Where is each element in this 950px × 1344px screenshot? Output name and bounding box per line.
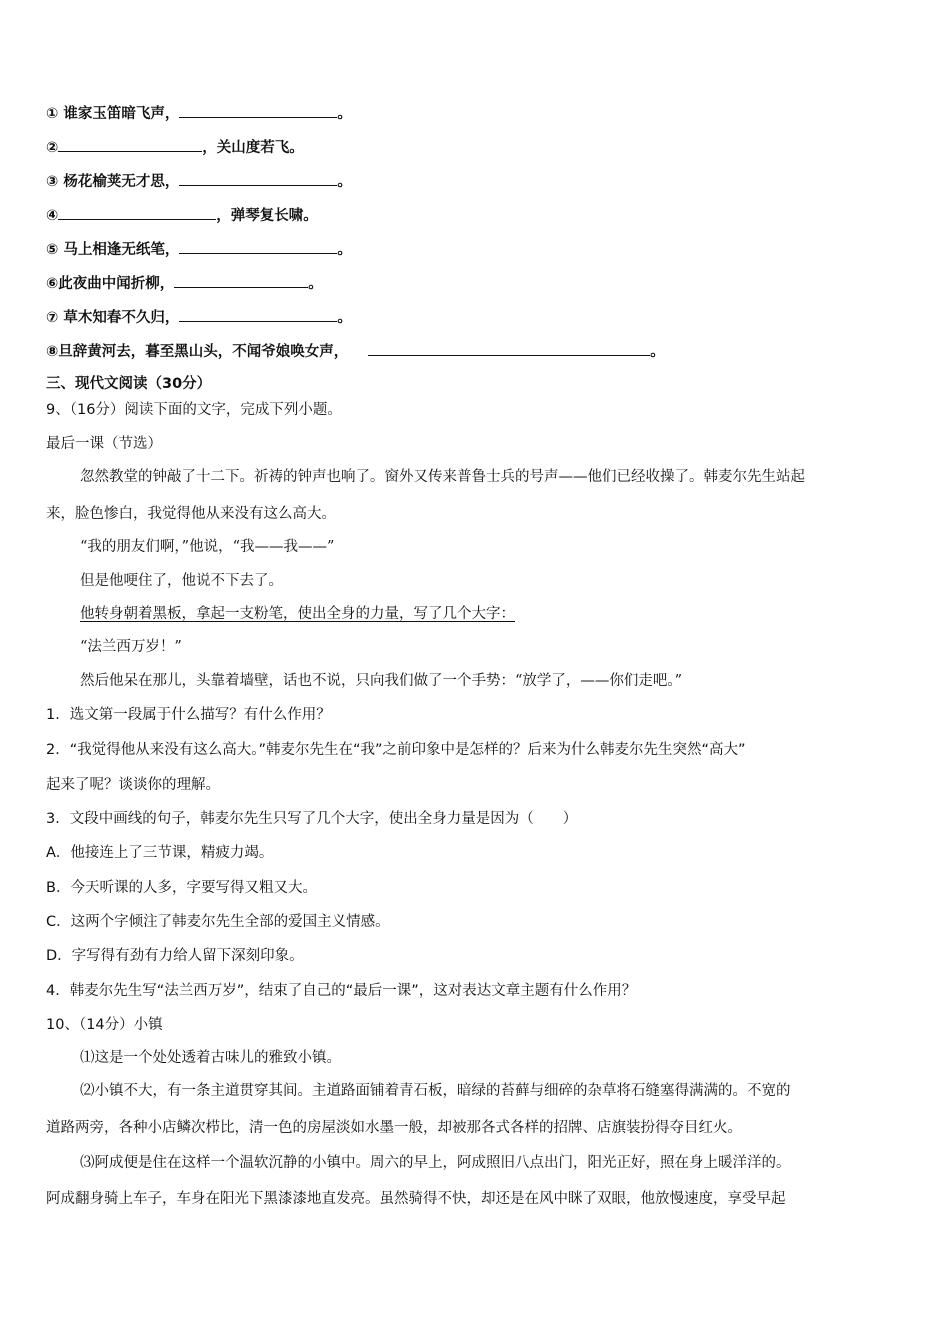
passage-paragraph: 然后他呆在那儿，头靠着墙壁，话也不说，只向我们做了一个手势：“放学了，——你们走吧。” <box>80 673 683 689</box>
option-b: B．今天听课的人多，字要写得又粗又大。 <box>46 880 317 896</box>
poem-line-3 <box>46 170 352 192</box>
answer-blank[interactable] <box>179 238 337 254</box>
answer-blank[interactable] <box>179 102 337 118</box>
poem-number: ③ <box>46 174 59 190</box>
poem-line-5 <box>46 238 352 260</box>
passage-paragraph: ⑶阿成便是住在这样一个温软沉静的小镇中。周六的早上，阿成照旧八点出门，阳光正好，照在身上暖洋洋的。 <box>80 1155 791 1171</box>
poem-line-1 <box>46 102 352 124</box>
answer-blank[interactable] <box>174 272 308 288</box>
poem-text: 。 <box>337 174 352 190</box>
poem-number: ⑦ <box>46 310 59 326</box>
option-a: A．他接连上了三节课，精疲力竭。 <box>46 845 274 861</box>
passage-paragraph-cont: 道路两旁，各种小店鳞次栉比，清一色的房屋淡如水墨一般，却被那各式各样的招牌、店旗装扮得夺目红火。 <box>46 1120 742 1136</box>
poem-text: 。 <box>337 310 352 326</box>
poem-text: 马上相逢无纸笔， <box>58 242 180 258</box>
poem-text: 草木知春不久归， <box>58 310 180 326</box>
question-10-header: 10、（14分）小镇 <box>46 1017 163 1033</box>
answer-blank[interactable] <box>179 170 337 186</box>
poem-number: ⑤ <box>46 242 59 258</box>
passage-paragraph-cont: 来，脸色惨白，我觉得他从来没有这么高大。 <box>46 506 336 522</box>
passage-paragraph-cont: 阿成翻身骑上车子，车身在阳光下黑漆漆地直发亮。虽然骑得不快，却还是在风中眯了双眼，他放慢速度，享受早起 <box>46 1191 786 1207</box>
poem-line-4 <box>46 204 318 226</box>
answer-blank[interactable] <box>58 136 202 152</box>
poem-text: 。 <box>308 276 323 292</box>
poem-line-7 <box>46 306 352 328</box>
poem-number: ④ <box>46 208 59 224</box>
option-c: C．这两个字倾注了韩麦尔先生全部的爱国主义情感。 <box>46 914 390 930</box>
passage-paragraph: 但是他哽住了，他说不下去了。 <box>80 573 283 589</box>
passage-paragraph: ⑵小镇不大，有一条主道贯穿其间。主道路面铺着青石板，暗绿的苔藓与细碎的杂草将石缝塞得满满的。不宽的 <box>80 1083 791 1099</box>
poem-number: ⑥ <box>46 276 59 292</box>
passage-title: 最后一课（节选） <box>46 436 162 452</box>
sub-question-4: 4．韩麦尔先生写“法兰西万岁”，结束了自己的“最后一课”，这对表达文章主题有什么作用？ <box>46 983 637 999</box>
poem-text: 杨花榆荚无才思， <box>58 174 180 190</box>
option-d: D．字写得有劲有力给人留下深刻印象。 <box>46 948 304 964</box>
sub-question-3: 3．文段中画线的句子，韩麦尔先生只写了几个大字，使出全身力量是因为（ ） <box>46 811 578 827</box>
poem-text: 。 <box>337 242 352 258</box>
passage-paragraph: 忽然教堂的钟敲了十二下。祈祷的钟声也响了。窗外又传来普鲁士兵的号声——他们已经收操了。韩麦尔先生站起 <box>80 469 805 485</box>
poem-text: ，关山度若飞。 <box>202 140 304 156</box>
poem-line-6 <box>46 272 323 294</box>
section-title: 三、现代文阅读（30分） <box>46 376 212 392</box>
poem-text: 谁家玉笛暗飞声， <box>58 106 180 122</box>
poem-line-8 <box>46 340 665 362</box>
sub-question-2-cont: 起来了呢？谈谈你的理解。 <box>46 777 220 793</box>
answer-blank[interactable] <box>179 306 337 322</box>
poem-text: 此夜曲中闻折柳， <box>58 276 175 292</box>
poem-text: 。 <box>337 106 352 122</box>
poem-line-2 <box>46 136 304 158</box>
sub-question-1: 1．选文第一段属于什么描写？有什么作用？ <box>46 707 331 723</box>
passage-paragraph: ⑴这是一个处处透着古味儿的雅致小镇。 <box>80 1050 341 1066</box>
answer-blank[interactable] <box>368 340 650 356</box>
answer-blank[interactable] <box>58 204 216 220</box>
poem-number: ② <box>46 140 59 156</box>
sub-question-2: 2．“我觉得他从来没有这么高大。”韩麦尔先生在“我”之前印象中是怎样的？后来为什么韩麦尔先生突然“高大” <box>46 742 746 758</box>
passage-paragraph: “我的朋友们啊，”他说，“我——我——” <box>80 539 335 555</box>
question-9-header: 9、（16分）阅读下面的文字，完成下列小题。 <box>46 402 342 418</box>
underlined-sentence: 他转身朝着黑板，拿起一支粉笔，使出全身的力量，写了几个大字： <box>80 606 515 622</box>
poem-number: ① <box>46 106 59 122</box>
passage-paragraph: “法兰西万岁！” <box>80 639 182 655</box>
poem-number: ⑧ <box>46 344 59 360</box>
poem-text: ，弹琴复长啸。 <box>216 208 318 224</box>
poem-text: 旦辞黄河去，暮至黑山头，不闻爷娘唤女声， <box>58 344 349 360</box>
poem-text: 。 <box>650 344 665 360</box>
